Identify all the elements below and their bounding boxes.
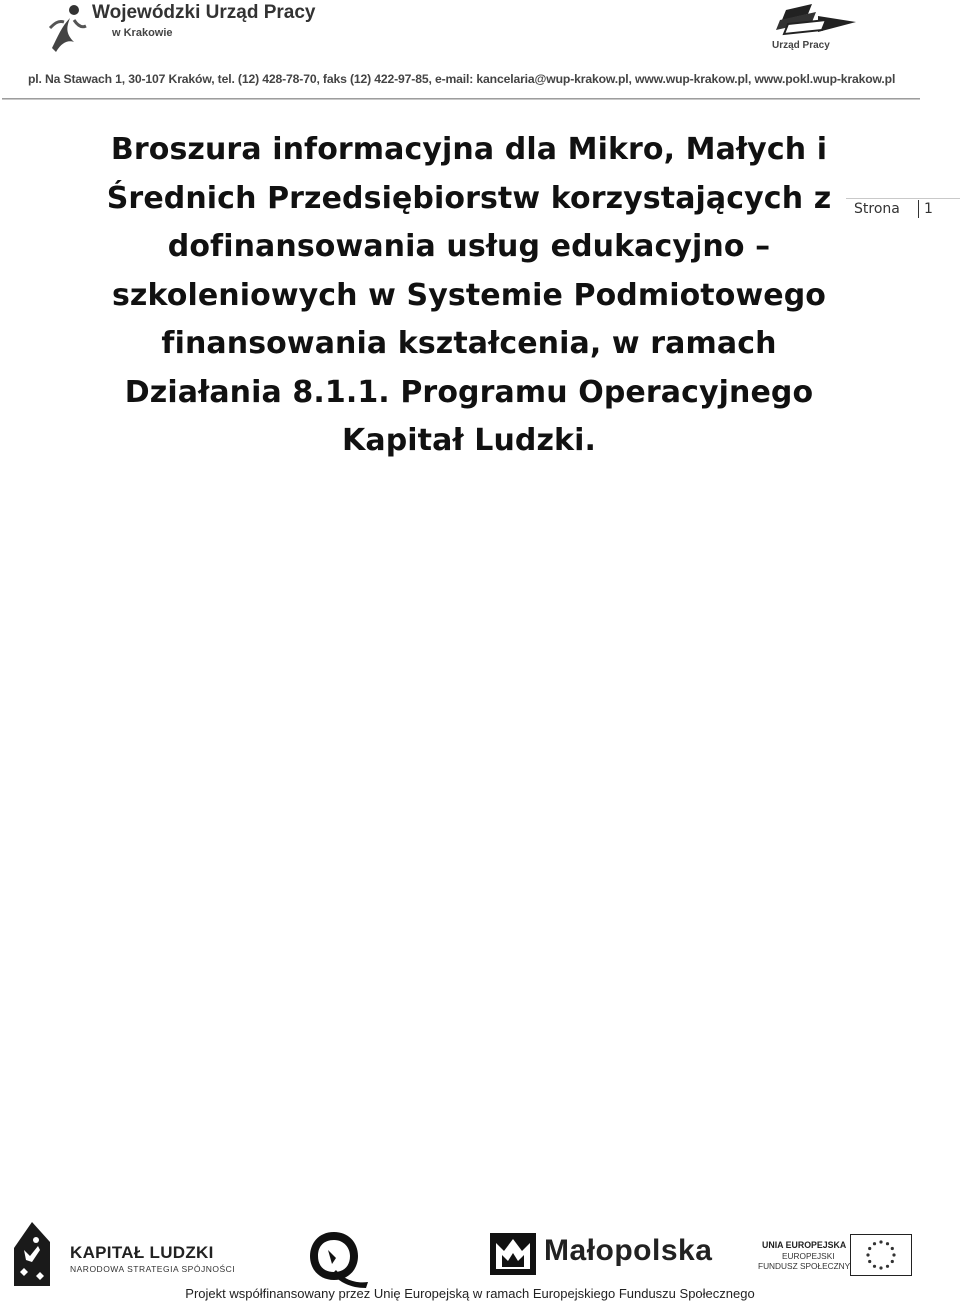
header-divider	[2, 98, 920, 100]
title-line: dofinansowania usług edukacyjno –	[167, 229, 771, 264]
title-line: finansowania kształcenia, w ramach	[161, 326, 777, 361]
org-name: Wojewódzki Urząd Pracy	[92, 2, 316, 23]
kapital-ludzki-name: KAPITAŁ LUDZKI	[70, 1243, 214, 1262]
contact-address: pl. Na Stawach 1, 30-107 Kraków, tel. (12) 428-78-70, faks (12) 422-97-85, e-mail: kancelaria@wup-krakow.pl, www.wup-krakow.pl, www.pokl.wup-krakow.pl	[28, 72, 896, 86]
eu-line-1: UNIA EUROPEJSKA	[762, 1240, 847, 1250]
q-quality-logo-icon	[306, 1230, 370, 1288]
title-line: Średnich Przedsiębiorstw korzystających z	[106, 180, 832, 216]
document-title	[100, 126, 838, 466]
eu-line-3: FUNDUSZ SPOŁECZNY	[758, 1261, 851, 1271]
wup-runner-logo-icon	[44, 2, 88, 54]
page-number-separator	[918, 200, 919, 218]
malopolska-name: Małopolska	[544, 1234, 713, 1267]
title-line: Działania 8.1.1. Programu Operacyjnego	[124, 374, 814, 410]
title-line: Kapitał Ludzki.	[342, 423, 596, 458]
page-number-label: Strona	[854, 201, 900, 217]
right-logo-caption: Urząd Pracy	[772, 40, 830, 51]
funding-note: Projekt współfinansowany przez Unię Europejską w ramach Europejskiego Funduszu Społecznego	[185, 1286, 755, 1301]
kapital-ludzki-logo-icon	[10, 1220, 54, 1288]
kapital-ludzki-subtitle: NARODOWA STRATEGIA SPÓJNOŚCI	[70, 1264, 236, 1274]
page-number-value: 1	[924, 201, 933, 217]
title-line: szkoleniowych w Systemie Podmiotowego	[111, 277, 827, 313]
org-city: w Krakowie	[112, 27, 173, 39]
eu-flag-icon	[850, 1234, 912, 1276]
malopolska-logo-icon	[490, 1233, 536, 1275]
title-line: Broszura informacyjna dla Mikro, Małych i	[110, 132, 828, 167]
eu-line-2: EUROPEJSKI	[782, 1251, 835, 1261]
page-number	[846, 198, 960, 221]
